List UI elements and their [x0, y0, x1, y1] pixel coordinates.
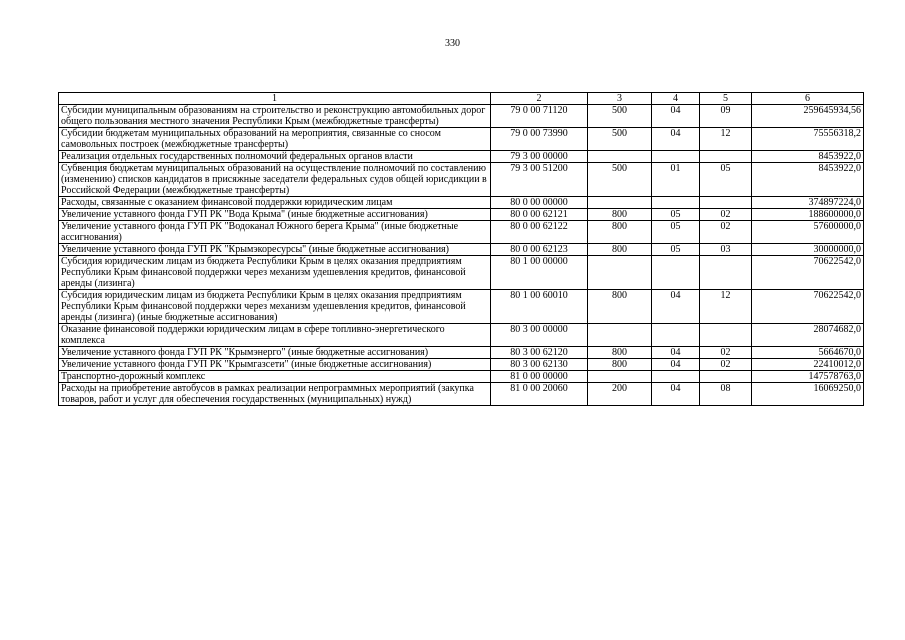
subsection-code: 02 — [700, 347, 752, 359]
header-row — [59, 93, 864, 105]
target-article-code: 80 0 00 00000 — [491, 197, 588, 209]
target-article-code: 80 0 00 62122 — [491, 221, 588, 244]
amount: 70622542,0 — [752, 290, 864, 324]
column-header: 6 — [752, 93, 864, 105]
expense-name: Субсидия юридическим лицам из бюджета Республики Крым в целях оказания предприятиям Республики Крым финансовой поддержки через механизм удешевления кредитов, финансовой аренды (лизинга) (иные бюджетные ассигнования) — [59, 290, 491, 324]
subsection-code — [700, 151, 752, 163]
page-number: 330 — [445, 38, 460, 49]
table-row — [59, 128, 864, 151]
amount: 57600000,0 — [752, 221, 864, 244]
target-article-code: 81 0 00 00000 — [491, 371, 588, 383]
subsection-code: 12 — [700, 128, 752, 151]
section-code — [652, 324, 700, 347]
target-article-code: 80 3 00 62120 — [491, 347, 588, 359]
table-row — [59, 290, 864, 324]
expense-name: Увеличение уставного фонда ГУП РК "Крымгазсети" (иные бюджетные ассигнования) — [59, 359, 491, 371]
subsection-code: 05 — [700, 163, 752, 197]
column-header: 5 — [700, 93, 752, 105]
expense-name: Расходы, связанные с оказанием финансовой поддержки юридическим лицам — [59, 197, 491, 209]
column-header: 1 — [59, 93, 491, 105]
amount: 30000000,0 — [752, 244, 864, 256]
budget-table — [58, 92, 864, 406]
target-article-code: 80 0 00 62123 — [491, 244, 588, 256]
table-row — [59, 163, 864, 197]
section-code: 04 — [652, 347, 700, 359]
expense-type-code — [588, 151, 652, 163]
expense-name: Субсидии бюджетам муниципальных образований на мероприятия, связанные со сносом самовольных построек (межбюджетные трансферты) — [59, 128, 491, 151]
table-row — [59, 209, 864, 221]
section-code: 04 — [652, 128, 700, 151]
amount: 188600000,0 — [752, 209, 864, 221]
table-row — [59, 347, 864, 359]
table-row — [59, 324, 864, 347]
amount: 5664670,0 — [752, 347, 864, 359]
target-article-code: 80 1 00 00000 — [491, 256, 588, 290]
expense-name: Расходы на приобретение автобусов в рамках реализации непрограммных мероприятий (закупка товаров, работ и услуг для обеспечения государственных (муниципальных) нужд) — [59, 383, 491, 406]
subsection-code: 03 — [700, 244, 752, 256]
expense-name: Увеличение уставного фонда ГУП РК "Крымэнерго" (иные бюджетные ассигнования) — [59, 347, 491, 359]
expense-name: Увеличение уставного фонда ГУП РК "Вода Крыма" (иные бюджетные ассигнования) — [59, 209, 491, 221]
amount: 75556318,2 — [752, 128, 864, 151]
target-article-code: 79 3 00 51200 — [491, 163, 588, 197]
amount: 28074682,0 — [752, 324, 864, 347]
expense-name: Реализация отдельных государственных полномочий федеральных органов власти — [59, 151, 491, 163]
expense-type-code: 800 — [588, 347, 652, 359]
subsection-code — [700, 197, 752, 209]
section-code: 05 — [652, 209, 700, 221]
expense-type-code: 800 — [588, 290, 652, 324]
expense-name: Увеличение уставного фонда ГУП РК "Крымэкоресурсы" (иные бюджетные ассигнования) — [59, 244, 491, 256]
amount: 8453922,0 — [752, 151, 864, 163]
section-code: 05 — [652, 244, 700, 256]
subsection-code: 08 — [700, 383, 752, 406]
table-row — [59, 151, 864, 163]
section-code: 04 — [652, 105, 700, 128]
target-article-code: 79 3 00 00000 — [491, 151, 588, 163]
expense-type-code: 800 — [588, 244, 652, 256]
expense-name: Субсидии муниципальным образованиям на строительство и реконструкцию автомобильных дорог общего пользования местного значения Республики Крым (межбюджетные трансферты) — [59, 105, 491, 128]
subsection-code — [700, 324, 752, 347]
section-code: 04 — [652, 359, 700, 371]
table-row — [59, 197, 864, 209]
target-article-code: 79 0 00 71120 — [491, 105, 588, 128]
target-article-code: 81 0 00 20060 — [491, 383, 588, 406]
subsection-code — [700, 256, 752, 290]
table-row — [59, 383, 864, 406]
expense-type-code — [588, 256, 652, 290]
subsection-code — [700, 371, 752, 383]
column-header: 3 — [588, 93, 652, 105]
subsection-code: 02 — [700, 359, 752, 371]
section-code: 01 — [652, 163, 700, 197]
amount: 70622542,0 — [752, 256, 864, 290]
expense-name: Транспортно-дорожный комплекс — [59, 371, 491, 383]
table-row — [59, 256, 864, 290]
expense-type-code: 800 — [588, 209, 652, 221]
target-article-code: 79 0 00 73990 — [491, 128, 588, 151]
column-header: 4 — [652, 93, 700, 105]
amount: 16069250,0 — [752, 383, 864, 406]
table-row — [59, 359, 864, 371]
expense-name: Субвенция бюджетам муниципальных образований на осуществление полномочий по составлению (изменению) списков кандидатов в присяжные заседатели федеральных судов общей юрисдикции в Российской Федерации (межбюджетные трансферты) — [59, 163, 491, 197]
expense-type-code: 800 — [588, 221, 652, 244]
section-code: 04 — [652, 290, 700, 324]
expense-type-code: 800 — [588, 359, 652, 371]
expense-type-code: 500 — [588, 128, 652, 151]
expense-type-code — [588, 324, 652, 347]
section-code — [652, 256, 700, 290]
expense-type-code: 500 — [588, 105, 652, 128]
section-code: 05 — [652, 221, 700, 244]
amount: 22410012,0 — [752, 359, 864, 371]
section-code — [652, 371, 700, 383]
target-article-code: 80 3 00 62130 — [491, 359, 588, 371]
amount: 259645934,56 — [752, 105, 864, 128]
target-article-code: 80 1 00 60010 — [491, 290, 588, 324]
section-code: 04 — [652, 383, 700, 406]
section-code — [652, 197, 700, 209]
expense-type-code: 200 — [588, 383, 652, 406]
expense-type-code — [588, 197, 652, 209]
table-row — [59, 371, 864, 383]
target-article-code: 80 3 00 00000 — [491, 324, 588, 347]
column-header: 2 — [491, 93, 588, 105]
expense-name: Субсидия юридическим лицам из бюджета Республики Крым в целях оказания предприятиям Республики Крым финансовой поддержки через механизм удешевления кредитов, финансовой аренды (лизинга) — [59, 256, 491, 290]
amount: 147578763,0 — [752, 371, 864, 383]
expense-type-code: 500 — [588, 163, 652, 197]
expense-name: Увеличение уставного фонда ГУП РК "Водоканал Южного берега Крыма" (иные бюджетные ассигнования) — [59, 221, 491, 244]
section-code — [652, 151, 700, 163]
subsection-code: 02 — [700, 221, 752, 244]
table-row — [59, 244, 864, 256]
amount: 8453922,0 — [752, 163, 864, 197]
expense-type-code — [588, 371, 652, 383]
table-row — [59, 221, 864, 244]
subsection-code: 09 — [700, 105, 752, 128]
subsection-code: 12 — [700, 290, 752, 324]
amount: 374897224,0 — [752, 197, 864, 209]
table-row — [59, 105, 864, 128]
expense-name: Оказание финансовой поддержки юридическим лицам в сфере топливно-энергетического комплекса — [59, 324, 491, 347]
subsection-code: 02 — [700, 209, 752, 221]
target-article-code: 80 0 00 62121 — [491, 209, 588, 221]
